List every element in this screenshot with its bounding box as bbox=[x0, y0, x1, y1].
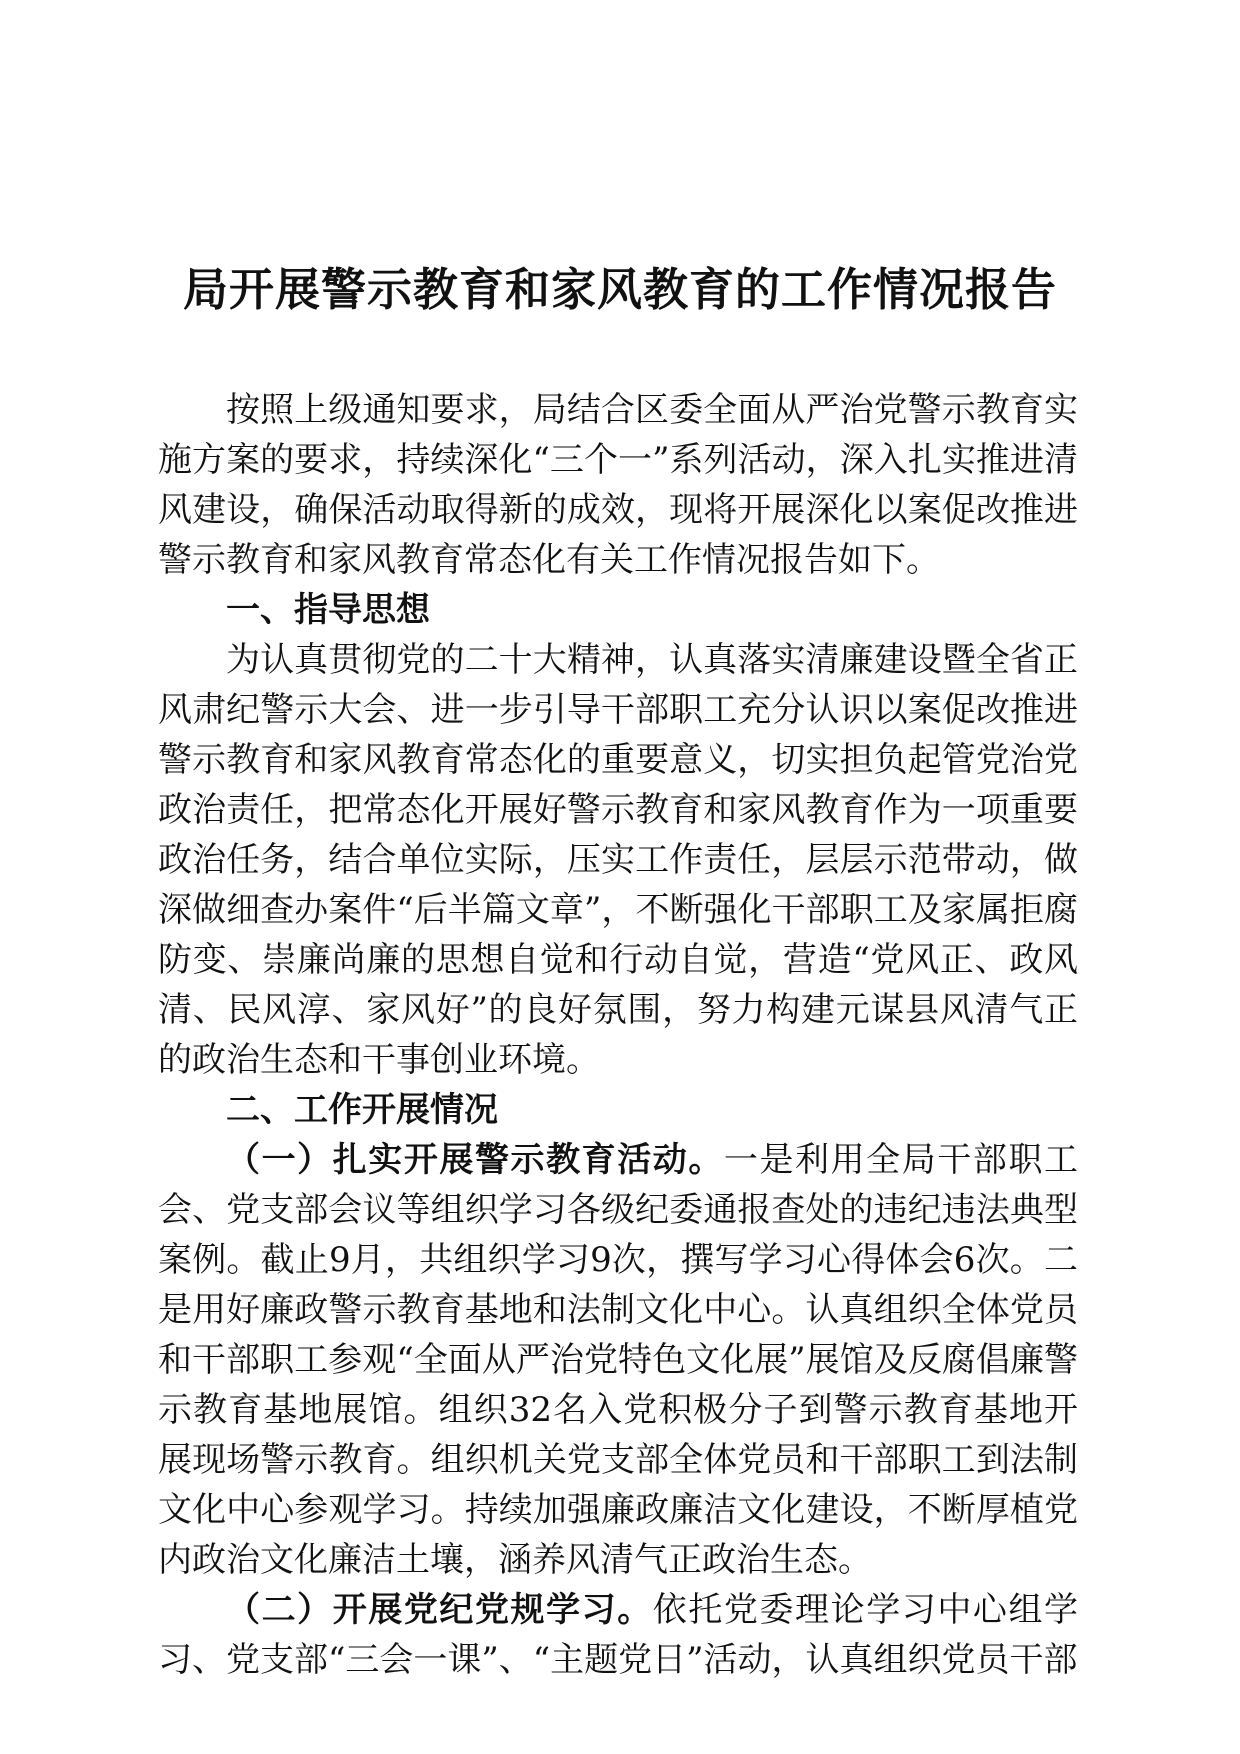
section-1-paragraph: 为认真贯彻党的二十大精神，认真落实清廉建设暨全省正风肃纪警示大会、进一步引导干部职工充分认识以案促改推进警示教育和家风教育常态化的重要意义，切实担负起管党治党政治责任，把常态化开展好警示教育和家风教育作为一项重要政治任务，结合单位实际，压实工作责任，层层示范带动，做深做细查办案件“后半篇文章”，不断强化干部职工及家属拒腐防变、崇廉尚廉的思想自觉和行动自觉，营造“党风正、政风清、民风淳、家风好”的良好氛围，努力构建元谋县风清气正的政治生态和干事创业环境。 bbox=[158, 640, 1078, 1080]
section-2-item-1-lead: （一）扎实开展警示教育活动。 bbox=[226, 1140, 724, 1180]
section-2-item-2-lead: （二）开展党纪党规学习。 bbox=[226, 1590, 653, 1630]
section-2-item-2-paragraph bbox=[158, 1585, 1078, 1685]
section-1-heading: 一、指导思想 bbox=[226, 590, 430, 630]
section-2-item-2-text: 依托党委理论学习中心组学习、党支部“三会一课”、“主题党日”活动，认真组织党员干部 bbox=[158, 1590, 1079, 1680]
section-2-item-1-text: 一是利用全局干部职工会、党支部会议等组织学习各级纪委通报查处的违纪违法典型案例。截止9月，共组织学习9次，撰写学习心得体会6次。二是用好廉政警示教育基地和法制文化中心。认真组织全体党员和干部职工参观“全面从严治党特色文化展”展馆及反腐倡廉警示教育基地展馆。组织32名入党积极分子到警示教育基地开展现场警示教育。组织机关党支部全体党员和干部职工到法制文化中心参观学习。持续加强廉政廉洁文化建设，不断厚植党内政治文化廉洁土壤，涵养风清气正政治生态。 bbox=[158, 1140, 1079, 1580]
section-2-item-1-paragraph bbox=[158, 1135, 1078, 1585]
section-2-heading: 二、工作开展情况 bbox=[226, 1090, 498, 1130]
intro-paragraph: 按照上级通知要求，局结合区委全面从严治党警示教育实施方案的要求，持续深化“三个一”系列活动，深入扎实推进清风建设，确保活动取得新的成效，现将开展深化以案促改推进警示教育和家风教育常态化有关工作情况报告如下。 bbox=[158, 390, 1078, 580]
document-body bbox=[158, 385, 1078, 1685]
document-title: 局开展警示教育和家风教育的工作情况报告 bbox=[182, 263, 1057, 316]
